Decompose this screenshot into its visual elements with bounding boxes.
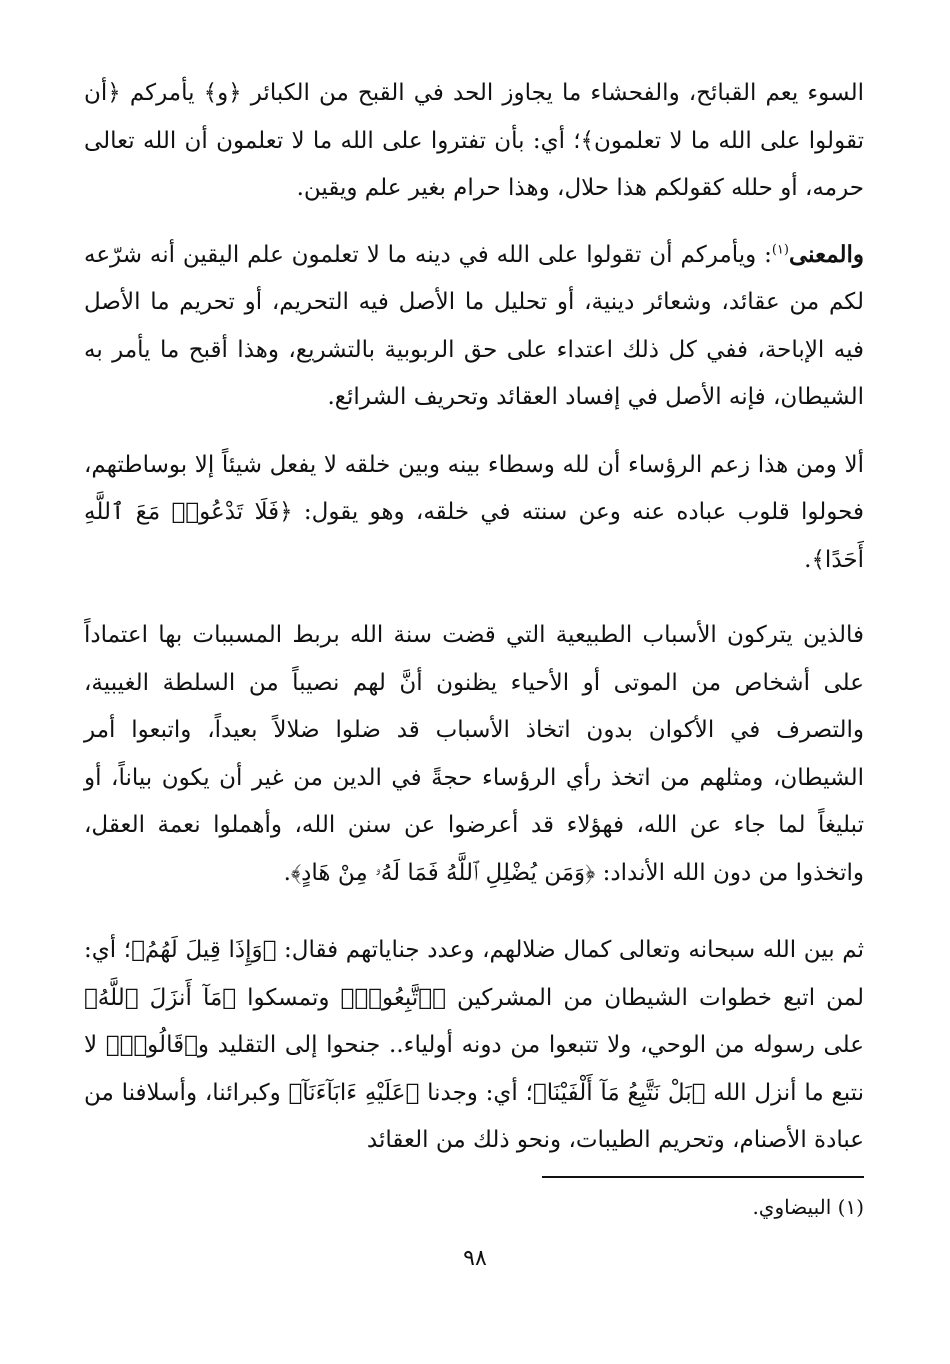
- paragraph-3: ألا ومن هذا زعم الرؤساء أن لله وسطاء بينه وبين خلقه لا يفعل شيئاً إلا بوساطتهم، فحولوا قلوب عباده عنه وعن سنته في خلقه، وهو يقول: ﴿فَلَا تَدْعُوا۟ مَعَ ٱللَّهِ أَحَدًا﴾.: [84, 451, 864, 573]
- footnote-divider: [542, 1176, 864, 1178]
- paragraph-2-lead: والمعنى: [788, 240, 864, 268]
- footnote-reference: (١): [771, 241, 789, 257]
- footnote-text: البيضاوي.: [752, 1195, 832, 1219]
- paragraph-2-text: : ويأمركم أن تقولوا على الله في دينه ما لا تعلمون علم اليقين أنه شرّعه لكم من عقائد، وشعائر دينية، أو تحليل ما الأصل فيه التحريم، أو تحريم ما الأصل فيه الإباحة، ففي كل ذلك اعتداء على حق الربوبية بالتشريع، وهذا أقبح ما يأمر به الشيطان، فإنه الأصل في إفساد العقائد وتحريف الشرائع.: [84, 241, 864, 410]
- page-number: ٩٨: [463, 1246, 487, 1271]
- page-body: [84, 70, 864, 1165]
- paragraph-1: السوء يعم القبائح، والفحشاء ما يجاوز الحد في القبح من الكبائر ﴿و﴾ يأمركم ﴿أن تقولوا على الله ما لا تعلمون﴾؛ أي: بأن تفتروا على الله ما لا تعلمون أن الله تعالى حرمه، أو حلله كقولكم هذا حلال، وهذا حرام بغير علم ويقين.: [84, 80, 864, 201]
- paragraph-4: فالذين يتركون الأسباب الطبيعية التي قضت سنة الله بربط المسببات بها اعتماداً على أشخاص من الموتى أو الأحياء يظنون أنَّ لهم نصيباً من السلطة الغيبية، والتصرف في الأكوان بدون اتخاذ الأسباب قد ضلوا ضلالاً بعيداً، واتبعوا أمر الشيطان، ومثلهم من اتخذ رأي الرؤساء حجةً في الدين من غير أن يكون بياناً، أو تبليغاً لما جاء عن الله، فهؤلاء قد أعرضوا عن سنن الله، وأهملوا نعمة العقل، واتخذوا من دون الله الأنداد: ﴿وَمَن يُضْلِلِ ٱللَّهُ فَمَا لَهُۥ مِنْ هَادٍ﴾.: [84, 622, 864, 886]
- footnote-marker: (١): [837, 1195, 864, 1219]
- paragraph-2: [84, 231, 864, 422]
- footnote: [364, 1192, 864, 1222]
- paragraph-5: ثم بين الله سبحانه وتعالى كمال ضلالهم، وعدد جناياتهم فقال: ﴿وَإِذَا قِيلَ لَهُمُ﴾؛ أي: لمن اتبع خطوات الشيطان من المشركين ﴿ٱتَّبِعُوا۟﴾ وتمسكوا ﴿مَآ أَنزَلَ ٱللَّهُ﴾ على رسوله من الوحي، ولا تتبعوا من دونه أولياء.. جنحوا إلى التقليد و﴿قَالُوا۟﴾ لا نتبع ما أنزل الله ﴿بَلْ نَتَّبِعُ مَآ أَلْفَيْنَا﴾؛ أي: وجدنا ﴿عَلَيْهِ ءَابَآءَنَآ﴾ وكبرائنا، وأسلافنا من عبادة الأصنام، وتحريم الطيبات، ونحو ذلك من العقائد: [84, 937, 864, 1153]
